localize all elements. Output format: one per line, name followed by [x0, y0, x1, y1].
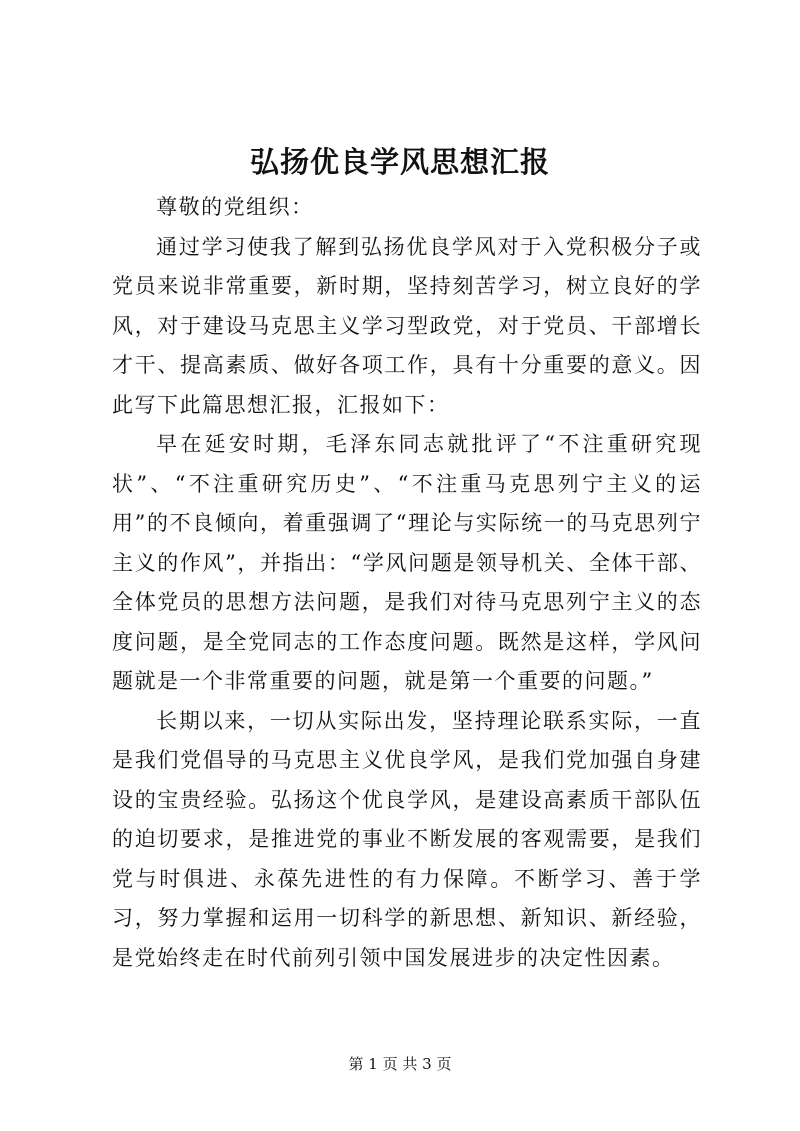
page-footer: 第 1 页 共 3 页 — [348, 1055, 452, 1073]
paragraph-1: 通过学习使我了解到弘扬优良学风对于入党积极分子或党员来说非常重要，新时期，坚持刻苦学习，树立良好的学风，对于建设马克思主义学习型政党，对于党员、干部增长才干、提高素质、做好各项工作，具有十分重要的意义。因此写下此篇思想汇报，汇报如下： — [112, 234, 702, 417]
salutation: 尊敬的党组织： — [156, 195, 314, 219]
page-title: 弘扬优良学风思想汇报 — [249, 145, 550, 179]
document-body — [112, 188, 702, 978]
paragraph-2: 早在延安时期，毛泽东同志就批评了“不注重研究现状”、“不注重研究历史”、“不注重马克思列宁主义的运用”的不良倾向，着重强调了“理论与实际统一的马克思列宁主义的作风”，并指出：“学风问题是领导机关、全体干部、全体党员的思想方法问题，是我们对待马克思列宁主义的态度问题，是全党同志的工作态度问题。既然是这样，学风问题就是一个非常重要的问题，就是第一个重要的问题。” — [112, 432, 702, 693]
paragraph-3: 长期以来，一切从实际出发，坚持理论联系实际，一直是我们党倡导的马克思主义优良学风，是我们党加强自身建设的宝贵经验。弘扬这个优良学风，是建设高素质干部队伍的迫切要求，是推进党的事业不断发展的客观需要，是我们党与时俱进、永葆先进性的有力保障。不断学习、善于学习，努力掌握和运用一切科学的新思想、新知识、新经验，是党始终走在时代前列引领中国发展进步的决定性因素。 — [112, 708, 702, 970]
